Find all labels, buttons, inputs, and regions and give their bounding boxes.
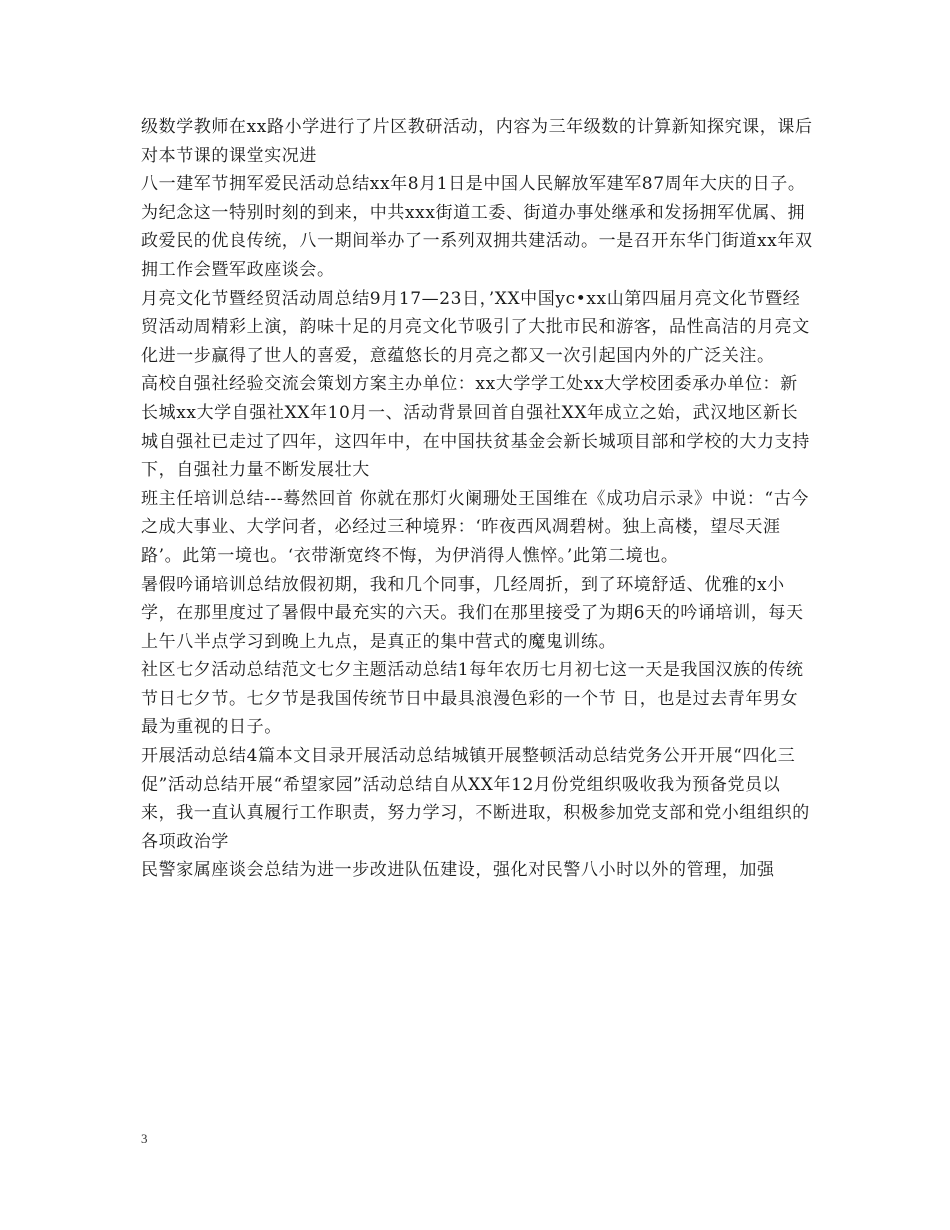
paragraph-9: 民警家属座谈会总结为进一步改进队伍建设，强化对民警八小时以外的管理，加强 [141,860,775,881]
paragraph-2: 八一建军节拥军爱民活动总结xx年8月1日是中国人民解放军建军87周年大庆的日子。为纪念这一特别时刻的到来，中共xxx街道工委、街道办事处继承和发扬拥军优属、拥政爱民的优良传统，八一期间举办了一系列双拥共建活动。一是召开东华门街道xx年双拥工作会暨军政座谈会。 [141,174,813,280]
paragraph-1: 级数学教师在xx路小学进行了片区教研活动，内容为三年级数的计算新知探究课，课后对本节课的课堂实况进 [141,117,813,166]
paragraph-4: 高校自强社经验交流会策划方案主办单位：xx大学学工处xx大学校团委承办单位：新长城xx大学自强社XX年10月一、活动背景回首自强社XX年成立之始，武汉地区新长城自强社已走过了四年，这四年中，在中国扶贫基金会新长城项目部和学校的大力支持下，自强社力量不断发展壮大 [141,374,810,481]
paragraph-8: 开展活动总结4篇本文目录开展活动总结城镇开展整顿活动总结党务公开开展“四化三促”活动总结开展“希望家园”活动总结自从XX年12月份党组织吸收我为预备党员以来，我一直认真履行工作职责，努力学习，不断进取，积极参加党支部和党小组组织的各项政治学 [141,746,810,852]
paragraph-7: 社区七夕活动总结范文七夕主题活动总结1每年农历七月初七这一天是我国汉族的传统节日七夕节。七夕节是我国传统节日中最具浪漫色彩的一个节 日，也是过去青年男女最为重视的日子。 [141,660,804,738]
document-body [141,113,813,885]
paragraph-3: 月亮文化节暨经贸活动周总结9月17—23日，’XX中国yc•xx山第四届月亮文化节暨经贸活动周精彩上演，韵味十足的月亮文化节吸引了大批市民和游客，品性高洁的月亮文化进一步赢得了世人的喜爱，意蕴悠长的月亮之都又一次引起国内外的广泛关注。 [141,288,810,366]
page-number: 3 [141,1131,148,1146]
paragraph-6: 暑假吟诵培训总结放假初期，我和几个同事，几经周折，到了环境舒适、优雅的x小学，在那里度过了暑假中最充实的六天。我们在那里接受了为期6天的吟诵培训，每天上午八半点学习到晚上九点，是真正的集中营式的魔鬼训练。 [141,574,804,652]
paragraph-5: 班主任培训总结---蓦然回首 你就在那灯火阑珊处王国维在《成功启示录》中说：“古今之成大事业、大学问者，必经过三种境界：‘昨夜西风凋碧树。独上高楼，望尽天涯路’。此第一境也。‘衣带渐宽终不悔，为伊消得人憔悴。’此第二境也。 [141,488,809,566]
